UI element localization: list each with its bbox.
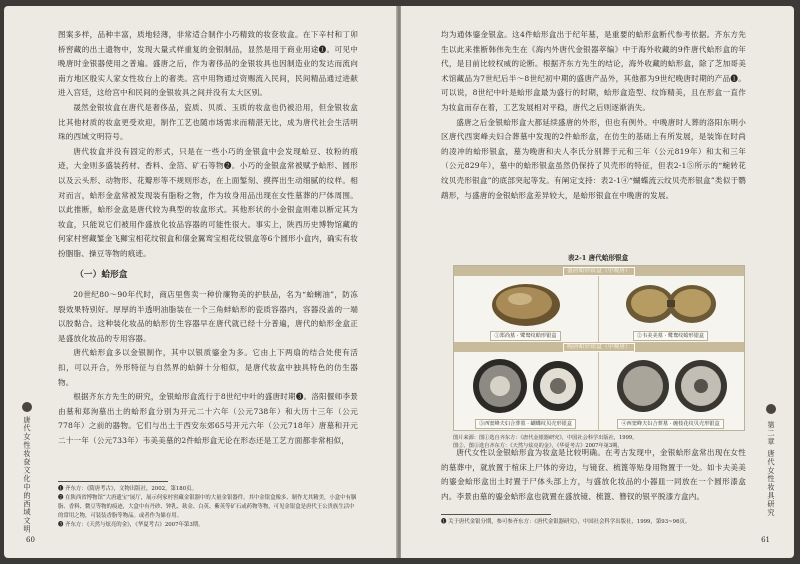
footnote: ❶ 关于唐代金银分期，参可参齐东方：《唐代金银器研究》，中国社会科学出版社，1999，第93~96页。 xyxy=(441,519,691,525)
shell-box-photo xyxy=(454,352,597,419)
figure-grid xyxy=(453,265,745,431)
paragraph: 图案多样，品种丰富，质地轻薄，非常适合制作小巧精致的妆奁妆盒。在下辛村和丁卯桥窖藏的出土遗物中，发现大量式样重复的金银制品，显然是用于商业用途❶。可见中晚唐时金银器使用之普遍。盛唐之后，作为奢侈品的金银妆具也因制造业的发达而流向南方地区殷实人家女性妆台上的奢类。宫中用物通过资赐流入民间，民间精品通过进献进入宫廷，这给宫中和民间的金银妆具之间并没有太大区别。 xyxy=(58,30,358,98)
paragraph: 均为通体鎏金银盒。这4件蛤形盒出于纪年墓，是重要的蛤形盒断代参考依据。齐东方先生以此来推断韩伟先生在《海内外唐代金银器萃编》中于海外收藏的9件唐代蛤形盒的年代，是目前比较权威的论断。根据齐东方先生的结论，海外收藏的蛤形盒，除了芝加哥美术馆藏品为7世纪后半～8世纪初中期的盛唐产品外，其他都为9世纪晚唐时期的产品❶。可以说，8世纪中叶是蛤形盒最为盛行的时期，蛤形盒造型、纹饰精美，且在形盒一直作为妆盒而存在着，工艺发展相对平稳，唐代之后则逐渐消失。 xyxy=(441,30,746,112)
paragraph: 唐代妆盒并没有固定的形式，只是在一些小巧的金银盒中会发现蛤豆、妆粉的痕迹，大金则多盛装药材、香料、金箔、矿石等物❷。小巧的金银盒常被赋予蛤形、圆形以及云头形、动物形、花瓣形等不规则形态，在上面錾刻、摸挥出生动细腻的纹样。相对而言，蛤形金盒常被发现装有脂粉之物，作为妆身用品出现在女性墓葬的尸体周围。以此推断，蛤形金盒是唐代较为典型的妆盒形式。其他形状的小金银盒则难以断定其为妆盒，只能说它们被用作盛放化妆品容器的可能性很大。事实上，陕西历史博物馆藏的何家村窖藏錾金飞狮宝相花纹银盒和僖金翼鸾宝相花纹银盒等6个圆形小盒内，确实有妆扮胭脂、操豆等物的痕迹。 xyxy=(58,146,358,258)
figure-caption: ②韦美美墓 · 鹭鸯纹蛤形银盒 xyxy=(633,331,708,341)
footnote-divider xyxy=(441,514,551,515)
clam-box-photo xyxy=(454,276,597,331)
figure-caption: ④西窦峰夫妇合葬墓 · 缠枝花纹贝壳形银盒 xyxy=(617,419,723,429)
figure-table xyxy=(453,252,743,450)
page-number: 60 xyxy=(26,536,35,544)
right-body-text-bottom xyxy=(441,446,746,504)
left-page xyxy=(4,6,397,558)
running-title: 第二章 唐代女性妆具研究 xyxy=(767,421,776,517)
left-footnotes xyxy=(58,485,358,530)
figure-cell-4 xyxy=(599,352,742,430)
footnote-divider xyxy=(58,481,168,482)
figure-cell-2 xyxy=(599,276,742,342)
figure-caption: ①郑尚墓 · 鹭鸯纹蛤形银盒 xyxy=(490,331,560,341)
footnote: ❸ 齐东方：《天然与炫亮的金》，《华夏考古》2007年第3期。 xyxy=(58,522,204,528)
right-page xyxy=(401,6,794,558)
right-body-text xyxy=(441,28,746,203)
source-note: 图片来源：图①选自齐东方：《唐代金银器研究》，中国社会科学出版社，1999。 xyxy=(453,435,638,441)
paragraph: 20世纪80～90年代时，商店里售卖一种价廉物美的护肤品，名为“蛤蜊油”，防冻裂效果特别好。厚厚的半透明油脂装在一个三角蚌蛤形的瓷质容器内，容器没盖的一端以胶黏合。这种装化妆品的蛤形仿生容器早在唐代就已经十分普遍，唐代的蛤形金盒正是盛放化妆品的专用容器。 xyxy=(58,290,358,343)
paragraph: 唐代蛤形盒多以金银制作，其中以银质鎏金为多。它由上下两扇的结合处使有活扣，可以开合，外形特征与自然界的蛤鲜十分相似，是唐代妆盒中独具特色的仿生器物。 xyxy=(58,348,358,387)
figure-caption: ③西窦峰夫妇合葬墓 · 蝴蝶纹贝壳形银盒 xyxy=(475,419,576,429)
table-band-header: 盛唐蛤形银盒（中晚唐） xyxy=(454,266,744,276)
footnote: ❷ 在陕西省博物馆“大唐遗宝”展厅，展示何家村窖藏金银器中的大量金银器件，其中金银盒像多、制作尤其精美，小盒中有胭脂、香料、微豆等物的痕迹，大盒中有丹砂、钟乳、麸金、白英、紫英等矿石或药物等物，可见金银盒是唐代王公贵族生活中的常用之物，可装装香脂等物品。或者作为储存用。 xyxy=(58,495,357,519)
paragraph: 根据齐东方先生的研究，金银蛤形盒流行于8世纪中叶的盛唐时期❸。洛阳偃师李景由墓和郑洵墓出土的蛤形盒分别为开元二十六年（公元738年）和大历十三年（公元778年）之前的器物。它们与出土于西安东郊65号开元六年（公元718年）唐墓和开元二十一年（公元733年）韦美美墓的2件蛤形盒无论在形态还是工艺方面都非常相似， xyxy=(58,392,358,446)
figure-cell-3 xyxy=(454,352,597,430)
source-note: 图②、图③选自齐东方：《天然与炫亮的金》，《华夏考古》2007年第3期。 xyxy=(453,443,623,449)
paragraph: 晟然金银妆盒在唐代是奢侈品，瓷质、贝质、玉质的妆盒也仍被沿用，但金银妆盒比其他材质的妆盒更受欢迎，制作工艺也随市场需求而精湛无比，成为唐代社会生活明珠的西域文明符号。 xyxy=(58,102,358,142)
figure-cell-1 xyxy=(454,276,597,342)
running-title: 唐代女性妆奁文化中的西域文明 xyxy=(23,416,32,534)
footnote: ❶ 齐东方：《隋唐考古》，文物出版社，2002，第180页。 xyxy=(58,486,197,492)
right-footnotes xyxy=(441,518,746,527)
shell-box-photo xyxy=(599,352,742,419)
page-number: 61 xyxy=(761,536,770,544)
left-body-text xyxy=(58,28,358,449)
table-band-header: 晚唐蛤形银盒（中晚唐） xyxy=(454,342,744,352)
chapter-marker-icon xyxy=(22,402,32,412)
chapter-marker-icon xyxy=(766,404,776,414)
paragraph: 盛唐之后金银蛤形盒大都延续盛唐的外形，但也有例外。中晚唐时人葬的洛阳东明小区唐代西窦峰夫妇合葬墓中发现的2件蛤形盒，在仿生的基础上有所发展，是装饰在时尚的凌冲的蛤形银盒，墓为晚唐和夫人李氏分别葬于元和三年（公元819年）和太和三年（公元829年），墓中的蛤形银盒虽然仍保持了贝壳形的特征，但表2-1⑤所示的“蜿转花纹贝壳形银盒”的底部突起等发。有阐定支持：表2-1④“蝴蝶流云纹贝壳形银盒”类似于鹦鹉形，与盛唐的金银蛤形盒差异较大，是蛤形银盒在中晚唐的发展。 xyxy=(441,117,746,200)
clam-box-photo xyxy=(599,276,742,331)
paragraph: 唐代女性以金银蛤形盒为妆盒是比较明确。在考古发现中，金银蛤形盒常出现在女性的墓葬中，就放置于棺床上尸体的旁边，与镜奁、梳篦等贴身用物置于一处。如卡夫美美的鎏金蛤形盒出土时置于尸体头部上方，与盛放化妆品的小器皿一同放在一个圆形漆盒内。李景由墓的鎏金蛤形盒也就置在盛放镜、梳篦、簪钗的银平脱漆方盒内。 xyxy=(441,448,746,501)
section-heading: （一）蛤形盒 xyxy=(75,269,128,280)
table-caption: 表2-1 唐代蛤形银盒 xyxy=(567,254,629,262)
